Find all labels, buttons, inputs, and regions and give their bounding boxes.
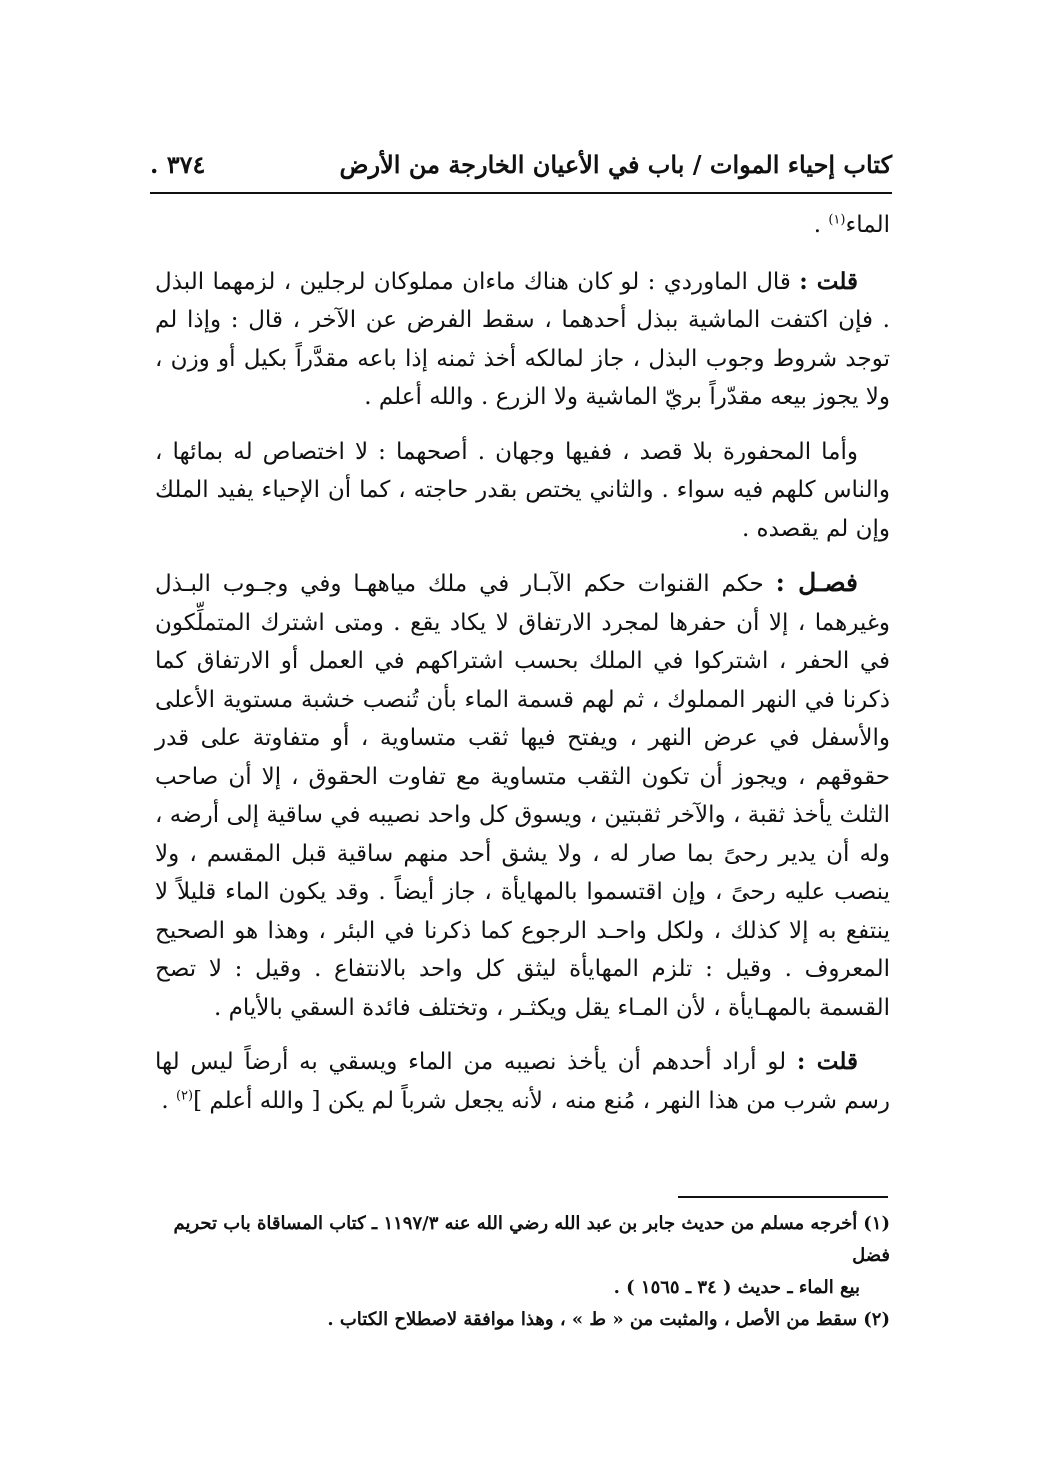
paragraph-1-lead: قلت : [799, 267, 858, 295]
main-text [155, 206, 890, 1120]
paragraph-1 [155, 263, 890, 417]
footnote-1-continuation: بيع الماء ـ حديث ( ٣٤ ـ ١٥٦٥ ) . [613, 1277, 860, 1298]
paragraph-4 [155, 1043, 890, 1120]
footnote-1-text: أخرجه مسلم من حديث جابر بن عبد الله رضي الله عنه ١١٩٧/٣ ـ كتاب المساقاة باب تحريم فضل [173, 1213, 890, 1266]
paragraph-3-lead: فصـل : [775, 568, 858, 597]
paragraph-0 [155, 206, 890, 245]
paragraph-2-text: وأما المحفورة بلا قصد ، ففيها وجهان . أصحهما : لا اختصاص له بمائها ، والناس كلهم فيه سواء . والثاني يختص بقدر حاجته ، كما أن الإحياء يفيد الملك وإن لم يقصده . [155, 438, 890, 542]
footnote-1 [155, 1208, 890, 1304]
paragraph-3-text: حكم القنوات حكم الآبـار في ملك مياههـا وفي وجـوب البـذل وغيرهما ، إلا أن حفرها لمجرد الارتفاق لا يكاد يقع . ومتى اشترك المتملِّكون في الحفر ، اشتركوا في الملك بحسب اشتراكهم في العمل أو الارتفاق كما ذكرنا في النهر المملوك ، ثم لهم قسمة الماء بأن تُنصب خشبة مستوية الأعلى والأسفل في عرض النهر ، ويفتح فيها ثقب متساوية ، أو متفاوتة على قدر حقوقهم ، ويجوز أن تكون الثقب متساوية مع تفاوت الحقوق ، إلا أن صاحب الثلث يأخذ ثقبة ، والآخر ثقبتين ، ويسوق كل واحد نصيبه في ساقية إلى أرضه ، وله أن يدير رحىً بما صار له ، ولا يشق أحد منهم ساقية قبل المقسم ، ولا ينصب عليه رحىً ، وإن اقتسموا بالمهايأة ، جاز أيضاً . وقد يكون الماء قليلاً لا ينتفع به إلا كذلك ، ولكل واحـد الرجوع كما ذكرنا في البئر ، وهذا هو الصحيح المعروف . وقيل : تلزم المهايأة ليثق كل واحد بالانتفاع . وقيل : لا تصح القسمة بالمهـايأة ، لأن المـاء يقل ويكثـر ، وتختلف فائدة السقي بالأيام . [155, 571, 890, 1021]
footnote-2 [155, 1304, 890, 1336]
footnote-2-text: سقط من الأصل ، والمثبت من « ط » ، وهذا موافقة لاصطلاح الكتاب . [327, 1309, 858, 1330]
header-title: كتاب إحياء الموات / باب في الأعيان الخارجة من الأرض [339, 150, 892, 179]
footnote-2-number: (٢) [863, 1309, 890, 1330]
paragraph-0-tail: . [813, 212, 829, 238]
footnote-ref-2[interactable]: (٢) [175, 1087, 194, 1103]
paragraph-4-lead: قلت : [796, 1048, 858, 1075]
footnote-ref-1[interactable]: (١) [828, 212, 846, 228]
paragraph-1-text: قال الماوردي : لو كان هناك ماءان مملوكان لرجلين ، لزمهما البذل . فإن اكتفت الماشية ببذل أحدهما ، سقط الفرض عن الآخر ، قال : وإذا لم توجد شروط وجوب البذل ، جاز لمالكه أخذ ثمنه إذا باعه مقدَّراً بكيل أو وزن ، ولا يجوز بيعه مقدّراً بريّ الماشية ولا الزرع . والله أعلم . [155, 268, 890, 410]
paragraph-4-text: لو أراد أحدهم أن يأخذ نصيبه من الماء ويسقي به أرضاً ليس لها رسم شرب من هذا النهر ، مُنع منه ، لأنه يجعل شرباً لم يكن [ والله أعلم ] [155, 1049, 890, 1114]
paragraph-0-text: الماء [845, 212, 890, 238]
paragraph-4-tail: . [161, 1087, 176, 1114]
paragraph-2 [155, 433, 890, 549]
footnote-1-number: (١) [863, 1213, 890, 1234]
running-header [150, 146, 892, 188]
page-number: ٣٧٤ . [150, 150, 206, 179]
footnote-divider [678, 1196, 888, 1198]
footnotes [155, 1208, 890, 1336]
paragraph-3 [155, 564, 890, 1027]
header-divider [150, 192, 892, 194]
